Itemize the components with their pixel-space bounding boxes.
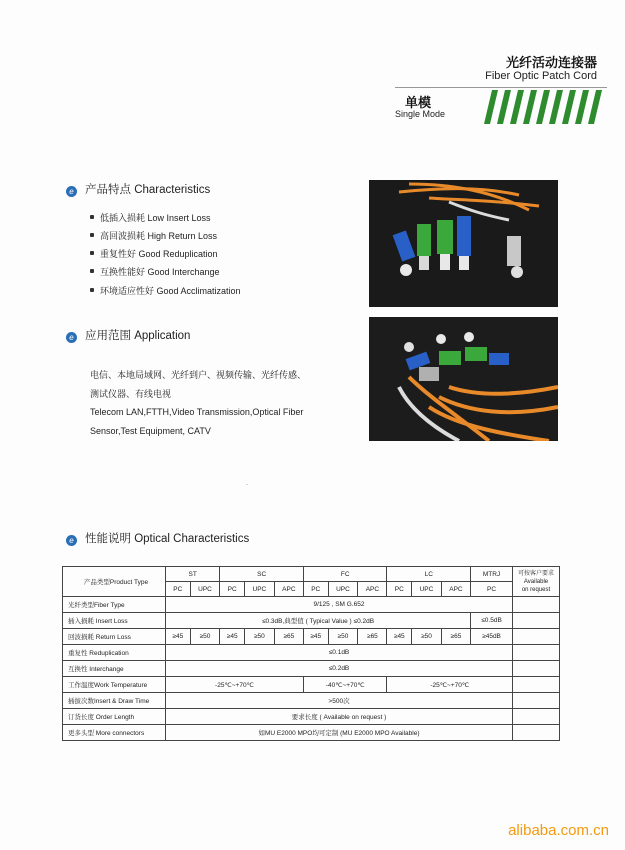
table-cell: ≥45 [303, 629, 328, 645]
table-cell: 如MU E2000 MPO均可定制 (MU E2000 MPO Available) [166, 725, 513, 741]
table-cell [513, 677, 560, 693]
table-row [63, 725, 560, 741]
table-cell: -25℃~+70℃ [387, 677, 513, 693]
application-text [90, 366, 306, 440]
product-type-label: 产品类型Product Type [63, 567, 166, 597]
section-bullet-icon: e [66, 186, 77, 197]
feature-item [90, 211, 211, 224]
polish-cell: PC [166, 582, 191, 597]
characteristics-title: 产品特点 Characteristics [85, 184, 211, 196]
application-heading [66, 327, 190, 343]
table-cell [513, 629, 560, 645]
table-cell: ≥45 [166, 629, 191, 645]
polish-cell: UPC [190, 582, 220, 597]
row-label: 插入损耗 Insert Loss [63, 613, 166, 629]
table-cell: ≥45 [220, 629, 245, 645]
row-label: 回波损耗 Return Loss [63, 629, 166, 645]
polish-cell: PC [387, 582, 412, 597]
connector-header: LC [387, 567, 471, 582]
table-row [63, 645, 560, 661]
feature-item [90, 229, 217, 242]
table-cell [513, 693, 560, 709]
polish-cell: PC [303, 582, 328, 597]
table-cell: ≥50 [328, 629, 358, 645]
table-cell: 9/125 , SM G.652 [166, 597, 513, 613]
table-cell: ≤0.2dB [166, 661, 513, 677]
table-cell [513, 725, 560, 741]
patch-cord-photo [369, 180, 558, 307]
header-title-en: Fiber Optic Patch Cord [485, 70, 597, 82]
feature-text: 重复性好 Good Reduplication [100, 249, 218, 259]
mode-label-en: Single Mode [395, 109, 446, 119]
row-label: 工作温度Work Temperature [63, 677, 166, 693]
table-row [63, 677, 560, 693]
table-cell: ≥45 [387, 629, 412, 645]
row-label: 订货长度 Order Length [63, 709, 166, 725]
optical-heading [66, 530, 249, 546]
row-label: 插拔次数Insert & Draw Time [63, 693, 166, 709]
bullet-icon [90, 251, 94, 255]
table-cell [513, 709, 560, 725]
section-bullet-icon: e [66, 332, 77, 343]
table-cell: -40℃~+70℃ [303, 677, 387, 693]
optical-title: 性能说明 Optical Characteristics [85, 533, 250, 545]
feature-item [90, 265, 220, 278]
bullet-icon [90, 233, 94, 237]
table-cell: ≥65 [358, 629, 387, 645]
footer-watermark: alibaba.com.cn [508, 822, 609, 839]
header-divider [395, 87, 607, 88]
table-cell [513, 645, 560, 661]
table-cell: ≥65 [441, 629, 470, 645]
polish-cell: PC [220, 582, 245, 597]
polish-cell: PC [471, 582, 513, 597]
application-line: Sensor,Test Equipment, CATV [90, 425, 211, 436]
polish-cell: APC [274, 582, 303, 597]
table-row [63, 709, 560, 725]
connector-header: ST [166, 567, 220, 582]
table-cell: ≤0.5dB [471, 613, 513, 629]
row-label: 重复性 Reduplication [63, 645, 166, 661]
table-row [63, 629, 560, 645]
polish-cell: APC [358, 582, 387, 597]
patch-cord-photo [369, 317, 558, 441]
table-cell: ≤0.3dB,典型值 ( Typical Value ) ≤0.2dB [166, 613, 471, 629]
table-cell: ≤0.1dB [166, 645, 513, 661]
table-cell: ≥65 [274, 629, 303, 645]
header-title-cn: 光纤活动连接器 [505, 56, 597, 71]
application-line: Telecom LAN,FTTH,Video Transmission,Optical Fiber [90, 407, 304, 417]
feature-item [90, 247, 218, 260]
row-label: 互换性 Interchange [63, 661, 166, 677]
feature-text: 低插入损耗 Low Insert Loss [100, 213, 211, 223]
scan-mark: · [246, 481, 249, 489]
polish-cell: UPC [328, 582, 358, 597]
table-cell [513, 613, 560, 629]
table-cell: >500次 [166, 693, 513, 709]
polish-cell: APC [441, 582, 470, 597]
spec-table [62, 566, 560, 741]
table-row [63, 613, 560, 629]
table-cell: ≥50 [412, 629, 442, 645]
table-cell: ≥45dB [471, 629, 513, 645]
table-row [63, 693, 560, 709]
table-cell: -25℃~+70℃ [166, 677, 304, 693]
polish-cell: UPC [412, 582, 442, 597]
table-cell: ≥50 [190, 629, 220, 645]
feature-text: 高回波损耗 High Return Loss [100, 231, 218, 241]
feature-item [90, 284, 241, 297]
table-row [63, 567, 560, 582]
feature-text: 环境适应性好 Good Acclimatization [100, 286, 241, 296]
table-cell [513, 661, 560, 677]
connector-header: SC [220, 567, 304, 582]
row-label: 更多头型 More connectors [63, 725, 166, 741]
connector-header: FC [303, 567, 387, 582]
table-row [63, 661, 560, 677]
table-cell [513, 597, 560, 613]
row-label: 光纤类型Fiber Type [63, 597, 166, 613]
application-title: 应用范围 Application [85, 330, 191, 342]
connector-header: MTRJ [471, 567, 513, 582]
table-row [63, 597, 560, 613]
feature-text: 互换性能好 Good Interchange [100, 267, 220, 277]
application-line: 测试仪器、有线电视 [90, 388, 172, 399]
polish-cell: UPC [244, 582, 274, 597]
customer-request-note: 可按客户要求 Available on request [513, 567, 560, 597]
mode-label-cn: 单模 [405, 96, 432, 111]
section-bullet-icon: e [66, 535, 77, 546]
bullet-icon [90, 215, 94, 219]
bullet-icon [90, 288, 94, 292]
table-cell: ≥50 [244, 629, 274, 645]
table-cell: 要求长度 ( Available on request ) [166, 709, 513, 725]
bullet-icon [90, 269, 94, 273]
application-line: 电信、本地局域网、光纤到户、视频传输、光纤传感、 [90, 370, 307, 380]
green-stripes-decoration [478, 90, 606, 124]
characteristics-heading [66, 181, 210, 197]
